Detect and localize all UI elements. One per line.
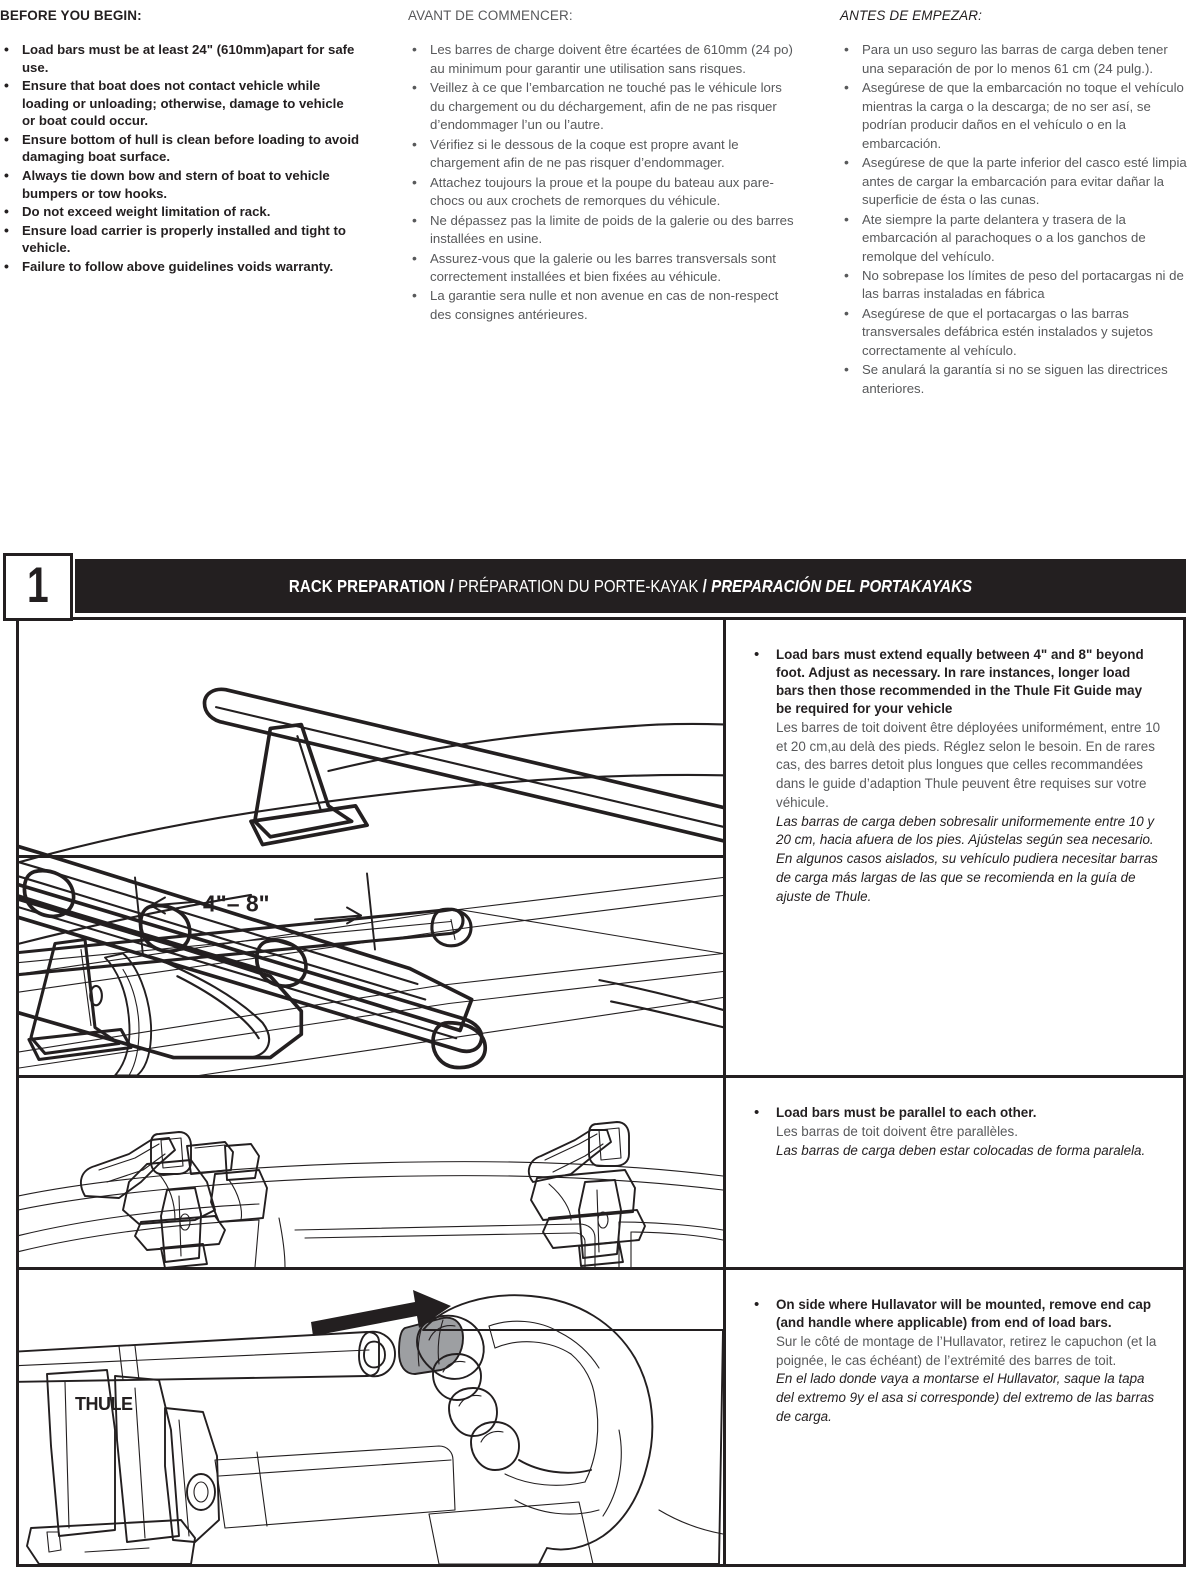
step-title-separator-2: / — [702, 575, 707, 596]
step-number-badge — [3, 553, 73, 621]
step-title-spanish: PREPARACIÓN DEL PORTAKAYAKS — [711, 575, 973, 596]
warning-text: Ensure bottom of hull is clean before loading to avoid damaging boat surface. — [22, 131, 360, 165]
warning-text: Always tie down bow and stern of boat to vehicle bumpers or tow hooks. — [22, 168, 330, 201]
step-row-2 — [19, 1075, 1183, 1267]
warning-text: Se anulará la garantía si no se siguen las directrices anteriores. — [862, 362, 1168, 396]
warning-text: Vérifiez si le dessous de la coque est propre avant le chargement afin de ne pas risquer d’endommager. — [430, 136, 739, 171]
warning-text: No sobrepase los límites de peso del portacargas ni de las barras instaladas en fábrica — [862, 268, 1184, 302]
list-item — [0, 131, 360, 166]
step-header — [0, 553, 1200, 625]
warnings-list-french — [408, 41, 798, 324]
warnings-list-spanish — [840, 41, 1190, 398]
end-cap-socket — [359, 1332, 395, 1377]
illustration-cell-2 — [19, 1078, 723, 1267]
bullet-glyph: • — [844, 210, 849, 227]
warnings-heading-spanish: ANTES DE EMPEZAR: — [840, 8, 982, 23]
bullet-glyph: • — [844, 154, 849, 171]
instruction-english: Load bars must be parallel to each other. — [776, 1105, 1037, 1120]
warnings-column-french — [408, 8, 798, 325]
illustration-cell-1 — [19, 620, 723, 1075]
load-bar-assembly — [19, 1332, 379, 1382]
bullet-glyph: • — [4, 130, 9, 147]
bullet-glyph: • — [4, 221, 9, 238]
list-item — [840, 267, 1190, 304]
list-item — [408, 250, 798, 287]
instruction-block-3 — [752, 1296, 1161, 1427]
thule-tower — [27, 1370, 219, 1564]
warnings-heading-english: BEFORE YOU BEGIN: — [0, 8, 142, 23]
list-item — [840, 41, 1190, 78]
list-item — [408, 79, 798, 134]
bullet-glyph: • — [844, 79, 849, 96]
step-row-3 — [19, 1267, 1183, 1564]
bullet-glyph: • — [844, 304, 849, 321]
illustration-remove-end-cap — [19, 1270, 723, 1564]
step-number: 1 — [27, 557, 49, 613]
illustration-load-bar-overhang — [19, 858, 723, 1075]
lower-bar — [215, 1446, 593, 1564]
list-item — [0, 167, 360, 202]
warning-text: La garantie sera nulle et non avenue en cas de non-respect des consignes antérieures. — [430, 288, 779, 322]
instruction-french: Les barras de toit doivent être parallèles. — [776, 1123, 1018, 1139]
left-tower-assembly — [81, 1132, 267, 1267]
warnings-list-english — [0, 41, 360, 275]
instruction-spanish: Las barras de carga deben sobresalir uniformemente entre 10 y 20 cm, hacia afuera de los pies. Ajústelas según sea necesario. En algunos casos aislados, su vehículo pudiera necesitar barras de carga más largas de las que se recomienda en la guía de ajuste de Thule. — [776, 813, 1158, 904]
bullet-glyph: • — [412, 211, 417, 228]
instruction-spanish: En el lado donde vaya a montarse el Hullavator, saque la tapa del extremo 9y el asa si corresponde) del extremo de las barras de carga. — [776, 1371, 1155, 1424]
bullet-glyph: • — [754, 1296, 760, 1313]
bullet-glyph: • — [4, 77, 9, 94]
dimension-label: 4"– 8" — [203, 890, 270, 917]
step-content-box — [16, 617, 1186, 1567]
thule-logo-panel4: THULE — [75, 1394, 133, 1414]
warning-text: Veillez à ce que l’embarcation ne touché pas le véhicule lors du chargement ou du déchargement, afin de ne pas risquer d’endommager l’un ou l’autre. — [430, 80, 782, 133]
illustration-bars-parallel — [19, 1078, 723, 1267]
bullet-glyph: • — [412, 287, 417, 304]
list-item — [408, 41, 798, 78]
step-title-french: PRÉPARATION DU PORTE-KAYAK — [458, 575, 699, 596]
warning-text: Do not exceed weight limitation of rack. — [22, 204, 271, 220]
warning-text: Les barres de charge doivent être écartées de 610mm (24 po) au minimum pour garantir une utilisation sans risques. — [430, 42, 793, 76]
bullet-glyph: • — [754, 646, 760, 663]
bullet-glyph: • — [412, 79, 417, 96]
bullet-glyph: • — [4, 257, 9, 274]
instruction-block-2 — [752, 1104, 1161, 1160]
warnings-column-english — [0, 8, 360, 276]
list-item — [408, 212, 798, 249]
warning-text: Ne dépassez pas la limite de poids de la galerie ou des barres installées en usine. — [430, 212, 794, 247]
before-you-begin-section — [0, 0, 1200, 520]
list-item — [840, 154, 1190, 209]
list-item — [408, 287, 798, 324]
list-item — [0, 222, 360, 257]
bullet-glyph: • — [412, 41, 417, 58]
instruction-spanish: Las barras de carga deben estar colocadas de forma paralela. — [776, 1142, 1146, 1158]
list-item — [408, 174, 798, 211]
warning-text: Ensure load carrier is properly installed and tight to vehicle. — [22, 222, 346, 256]
bullet-glyph: • — [844, 41, 849, 58]
bullet-glyph: • — [754, 1104, 760, 1121]
bullet-glyph: • — [4, 167, 9, 184]
bullet-glyph: • — [412, 135, 417, 152]
bullet-glyph: • — [4, 41, 9, 58]
warning-text: Para un uso seguro las barras de carga deben tener una separación de por lo menos 61 cm (24 pulg.). — [862, 42, 1168, 76]
list-item — [840, 361, 1190, 398]
bullet-glyph: • — [412, 173, 417, 190]
step-title-separator-1: / — [449, 575, 454, 596]
list-item — [0, 77, 360, 130]
warning-text: Asegúrese de que la parte inferior del casco esté limpia antes de cargar la embarcación para evitar dañar la superficie de ésta o las cunas. — [862, 155, 1187, 208]
list-item — [840, 79, 1190, 153]
instruction-cell-3 — [723, 1270, 1183, 1564]
warning-text: Ate siempre la parte delantera y trasera de la embarcación al parachoques o a los ganchos de remolque del vehículo. — [862, 211, 1146, 264]
right-tower-assembly — [529, 1078, 723, 1266]
instruction-english: Load bars must extend equally between 4" and 8" beyond foot. Adjust as necessary. In rare instances, longer load bars then those recommended in the Thule Fit Guide may be required for your vehicle — [776, 647, 1144, 716]
instruction-french: Les barres de toit doivent être déployées uniformément, entre 10 et 20 cm,au delà des pieds. Réglez selon le besoin. En de rares cas, des barres detoit plus longues que celles recommandées dans le guide d’adaption Thule peuvent être requises sur votre véhicule. — [776, 719, 1161, 810]
warning-text: Asegúrese de que el portacargas o las barras transversales defábrica estén instalados y sujetos correctamente al vehículo. — [862, 305, 1154, 358]
warning-text: Ensure that boat does not contact vehicle while loading or unloading; otherwise, damage to vehicle or boat could occur. — [22, 78, 344, 129]
list-item — [0, 258, 360, 276]
warning-text: Load bars must be at least 24" (610mm)apart for safe use. — [22, 42, 355, 75]
warning-text: Attachez toujours la proue et la poupe du bateau aux pare-chocs ou aux crochets de remorques du véhicule. — [430, 174, 774, 209]
step-title-bar — [75, 559, 1186, 613]
instruction-block-1 — [752, 646, 1161, 906]
list-item — [840, 305, 1190, 360]
rear-foot — [251, 725, 367, 845]
instruction-cell-2 — [723, 1078, 1183, 1267]
warning-text: Asegúrese de que la embarcación no toque el vehículo mientras la carga o la descarga; de no ser así, se podrían producir daños en el vehículo o en la embarcación. — [862, 80, 1184, 151]
instruction-cell-1 — [723, 620, 1183, 1075]
step-title-english: RACK PREPARATION — [288, 575, 446, 596]
list-item — [840, 211, 1190, 266]
warnings-heading-french: AVANT DE COMMENCER: — [408, 8, 573, 23]
bullet-glyph: • — [412, 249, 417, 266]
step-title-text — [153, 559, 1108, 613]
list-item — [0, 41, 360, 76]
instruction-french: Sur le côté de montage de l’Hullavator, retirez le capuchon (et la poignée, le cas échéant) de l’extrémité des barres de toit. — [776, 1333, 1157, 1368]
illustration-cell-3 — [19, 1270, 723, 1564]
warnings-column-spanish — [840, 8, 1190, 399]
instruction-english: On side where Hullavator will be mounted, remove end cap (and handle where applicable) from end of load bars. — [776, 1297, 1152, 1330]
warning-text: Failure to follow above guidelines voids warranty. — [22, 258, 334, 274]
panel-divider — [19, 855, 723, 858]
bullet-glyph: • — [844, 361, 849, 378]
list-item — [0, 203, 360, 221]
list-item — [408, 136, 798, 173]
bullet-glyph: • — [4, 203, 9, 220]
bullet-glyph: • — [844, 267, 849, 283]
step-row-1 — [19, 620, 1183, 1075]
warning-text: Assurez-vous que la galerie ou les barres transversals sont correctement installées et bien fixées au véhicule. — [430, 250, 776, 284]
